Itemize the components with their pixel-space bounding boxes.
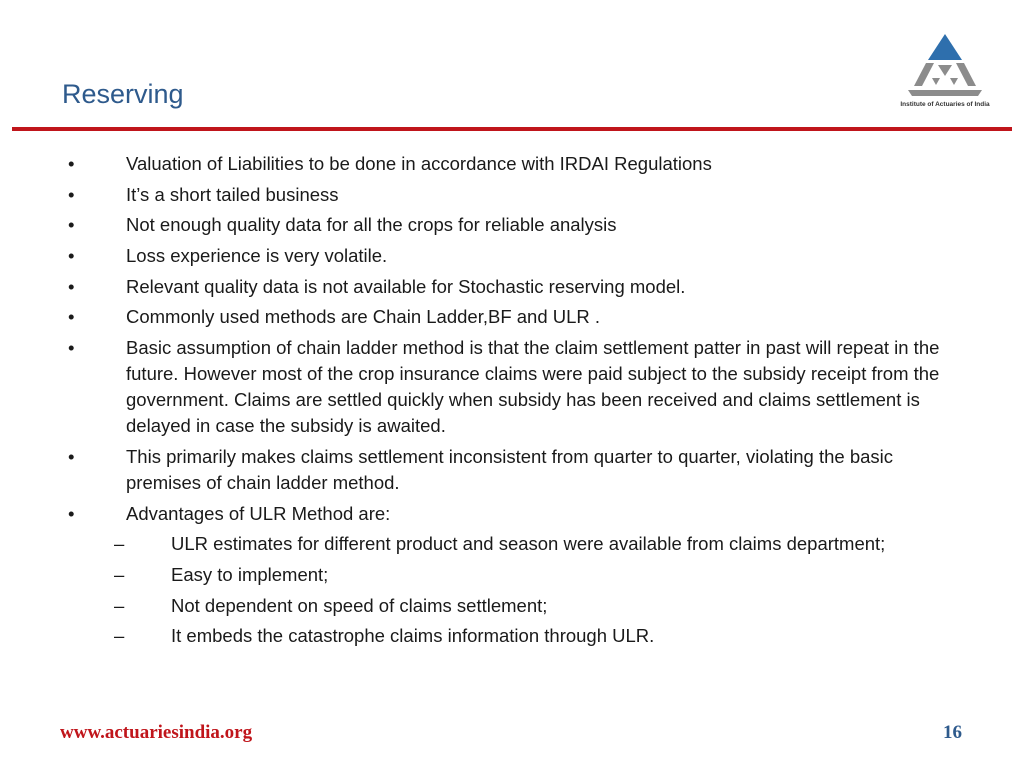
logo-triangle-icon xyxy=(896,30,994,102)
slide-title: Reserving xyxy=(62,79,184,109)
logo-caption: Institute of Actuaries of India xyxy=(900,101,990,108)
sub-bullet-item xyxy=(0,593,901,619)
bullet-item xyxy=(0,151,966,177)
bullet-text: Not enough quality data for all the crops for reliable analysis xyxy=(126,214,617,236)
institute-logo xyxy=(896,30,994,115)
sub-bullet-item xyxy=(0,531,901,557)
bullet-marker: • xyxy=(68,275,75,297)
bullet-text: Advantages of ULR Method are: xyxy=(126,502,391,524)
bullet-item xyxy=(0,501,966,527)
sub-bullet-text: ULR estimates for different product and season were available from claims department; xyxy=(171,533,886,555)
sub-bullet-text: Easy to implement; xyxy=(171,563,329,585)
bullet-marker: • xyxy=(68,245,75,267)
sub-bullet-text: It embeds the catastrophe claims information through ULR. xyxy=(171,625,655,647)
bullet-text: This primarily makes claims settlement inconsistent from quarter to quarter, violating the basic premises of chain ladder method. xyxy=(126,445,894,493)
title-divider xyxy=(12,127,1012,131)
bullet-item xyxy=(0,335,966,439)
sub-bullet-marker: – xyxy=(114,625,125,647)
bullet-list xyxy=(0,151,1024,654)
bullet-text: Commonly used methods are Chain Ladder,BF and ULR . xyxy=(126,306,601,328)
sub-bullet-marker: – xyxy=(114,594,125,616)
bullet-marker: • xyxy=(68,214,75,236)
bullet-text: Relevant quality data is not available for Stochastic reserving model. xyxy=(126,275,686,297)
bullet-item xyxy=(0,182,966,208)
bullet-item xyxy=(0,212,966,238)
sub-bullet-marker: – xyxy=(114,533,125,555)
footer-website-link[interactable]: www.actuariesindia.org xyxy=(60,722,253,743)
sub-bullet-marker: – xyxy=(114,563,125,585)
bullet-item xyxy=(0,304,966,330)
bullet-item xyxy=(0,274,966,300)
bullet-item xyxy=(0,444,966,496)
bullet-marker: • xyxy=(68,502,75,524)
bullet-marker: • xyxy=(68,445,75,467)
bullet-marker: • xyxy=(68,153,75,174)
sub-bullet-item xyxy=(0,623,901,649)
bullet-marker: • xyxy=(68,337,75,359)
bullet-text: Basic assumption of chain ladder method is that the claim settlement patter in past will repeat in the future. However most of the crop insurance claims were paid subject to the subsidy receipt from the government. Claims are settled quickly when subsidy has been received and claims settlement is delayed in case the subsidy is awaited. xyxy=(126,337,940,437)
bullet-marker: • xyxy=(68,306,75,328)
page-number: 16 xyxy=(943,722,962,743)
bullet-marker: • xyxy=(68,183,75,205)
bullet-text: It’s a short tailed business xyxy=(126,183,339,205)
bullet-text: Valuation of Liabilities to be done in accordance with IRDAI Regulations xyxy=(126,153,712,174)
sub-bullet-item xyxy=(0,562,901,588)
bullet-item xyxy=(0,243,966,269)
sub-bullet-text: Not dependent on speed of claims settlement; xyxy=(171,594,548,616)
bullet-text: Loss experience is very volatile. xyxy=(126,245,388,267)
